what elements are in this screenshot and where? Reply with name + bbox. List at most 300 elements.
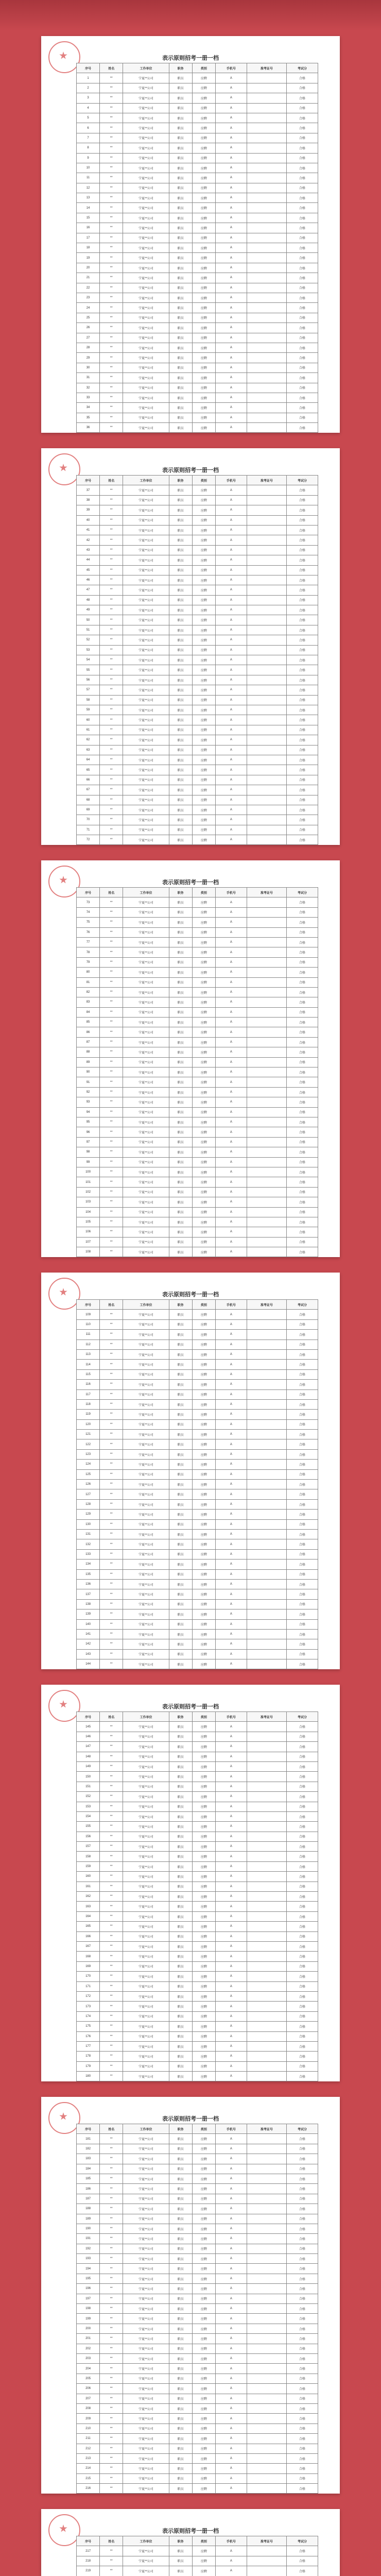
table-cell: 职员 [169, 2154, 192, 2164]
table-cell: 宁夏**公司 [123, 2224, 169, 2233]
table-cell: 职员 [169, 1489, 192, 1499]
table-row [77, 1761, 318, 1771]
table-row [77, 2134, 318, 2144]
table-cell: 合格 [286, 2254, 318, 2264]
table-cell: ** [100, 1389, 123, 1399]
table-row [77, 1187, 318, 1197]
background-band [0, 0, 381, 31]
table-cell: A [215, 233, 247, 243]
table-cell: 合格 [286, 575, 318, 585]
table-cell [247, 2184, 286, 2194]
table-cell [247, 1087, 286, 1097]
table-cell [247, 785, 286, 795]
table-cell: 宁夏**公司 [123, 1519, 169, 1529]
table-cell: 职员 [169, 1147, 192, 1157]
table-cell: 合格 [286, 2194, 318, 2204]
table-cell: ** [100, 1227, 123, 1237]
table-cell: 职员 [169, 1539, 192, 1549]
table-cell [247, 2072, 286, 2081]
table-cell: 合格 [286, 1811, 318, 1821]
table-cell: 应聘 [192, 2403, 215, 2413]
table-cell: ** [100, 1579, 123, 1589]
table-cell [247, 233, 286, 243]
table-row [77, 1922, 318, 1931]
table-cell: A [215, 515, 247, 525]
table-row [77, 2314, 318, 2324]
table-cell: A [215, 505, 247, 515]
table-cell [247, 1057, 286, 1067]
table-cell: 合格 [286, 173, 318, 183]
table-cell: 合格 [286, 1560, 318, 1569]
table-cell: A [215, 615, 247, 625]
table-cell [247, 947, 286, 957]
table-cell: 应聘 [192, 2154, 215, 2164]
table-cell: 合格 [286, 2022, 318, 2031]
table-row [77, 113, 318, 123]
table-cell: 应聘 [192, 1892, 215, 1902]
table-cell: A [215, 2052, 247, 2061]
table-cell: ** [100, 775, 123, 785]
table-cell: A [215, 595, 247, 605]
table-cell: A [215, 585, 247, 595]
table-row [77, 403, 318, 413]
table-cell: 职员 [169, 2274, 192, 2283]
table-cell: 应聘 [192, 2453, 215, 2463]
table-cell: 合格 [286, 423, 318, 433]
table-row [77, 957, 318, 967]
table-cell: 合格 [286, 1892, 318, 1902]
table-cell: 宁夏**公司 [123, 2164, 169, 2174]
table-cell: 197 [77, 2294, 100, 2303]
table-header-row [77, 1712, 318, 1722]
table-cell: 职员 [169, 1981, 192, 1991]
table-cell: 合格 [286, 1742, 318, 1752]
table-cell: 合格 [286, 223, 318, 233]
table-cell: 职员 [169, 1782, 192, 1791]
table-cell: 职员 [169, 93, 192, 103]
table-cell [247, 2484, 286, 2494]
table-cell: 宁夏**公司 [123, 2204, 169, 2214]
table-cell: A [215, 1832, 247, 1841]
table-cell: 76 [77, 927, 100, 937]
table-cell: 职员 [169, 1419, 192, 1429]
table-cell: A [215, 143, 247, 153]
table-cell: 合格 [286, 1941, 318, 1951]
column-header: 类别 [192, 476, 215, 485]
table-cell: 应聘 [192, 1609, 215, 1619]
table-cell: 合格 [286, 685, 318, 695]
table-cell [247, 997, 286, 1007]
table-row [77, 1349, 318, 1359]
table-cell [247, 1480, 286, 1489]
table-cell: ** [100, 163, 123, 173]
table-cell: 应聘 [192, 1549, 215, 1559]
column-header: 类别 [192, 1712, 215, 1722]
table-cell: 合格 [286, 545, 318, 555]
table-row [77, 1047, 318, 1057]
table-cell: 应聘 [192, 505, 215, 515]
table-cell: ** [100, 1861, 123, 1871]
table-cell: 合格 [286, 2224, 318, 2233]
table-cell: 合格 [286, 393, 318, 402]
table-cell: 应聘 [192, 2274, 215, 2283]
table-cell: 应聘 [192, 1761, 215, 1771]
table-cell: ** [100, 123, 123, 133]
table-cell: A [215, 937, 247, 947]
table-cell: 职员 [169, 1187, 192, 1197]
table-row [77, 2041, 318, 2051]
table-cell [247, 243, 286, 253]
table-cell: 应聘 [192, 413, 215, 422]
table-cell: ** [100, 2052, 123, 2061]
table-cell: A [215, 1792, 247, 1802]
table-cell: ** [100, 655, 123, 665]
table-cell: A [215, 927, 247, 937]
table-cell [247, 1399, 286, 1409]
table-cell: ** [100, 785, 123, 795]
table-cell: 合格 [286, 1207, 318, 1217]
table-cell: 合格 [286, 2154, 318, 2164]
table-cell: 职员 [169, 1811, 192, 1821]
table-cell [247, 1449, 286, 1459]
table-cell: 应聘 [192, 615, 215, 625]
table-cell: 200 [77, 2324, 100, 2333]
table-cell: ** [100, 2144, 123, 2154]
table-cell: 宁夏**公司 [123, 393, 169, 402]
table-cell: 合格 [286, 1107, 318, 1117]
table-cell [247, 403, 286, 413]
table-cell: 职员 [169, 1722, 192, 1732]
table-row [77, 1449, 318, 1459]
table-cell: A [215, 997, 247, 1007]
table-row [77, 1057, 318, 1067]
table-cell: 216 [77, 2484, 100, 2494]
table-cell: 宁夏**公司 [123, 957, 169, 967]
table-cell: A [215, 1499, 247, 1509]
column-header: 工作单位 [123, 476, 169, 485]
table-cell: 合格 [286, 795, 318, 805]
table-cell: ** [100, 1489, 123, 1499]
table-cell: 168 [77, 1952, 100, 1961]
table-cell: 应聘 [192, 1167, 215, 1177]
table-cell: 应聘 [192, 1330, 215, 1340]
table-cell: ** [100, 505, 123, 515]
table-cell: ** [100, 1369, 123, 1379]
table-cell: 198 [77, 2304, 100, 2314]
column-header: 准考证号 [247, 63, 286, 73]
table-cell: 宁夏**公司 [123, 2254, 169, 2264]
column-header: 准考证号 [247, 1712, 286, 1722]
table-cell: A [215, 765, 247, 775]
table-cell: A [215, 203, 247, 213]
table-cell: 应聘 [192, 423, 215, 433]
column-header: 考试分 [286, 2124, 318, 2134]
table-cell: 宁夏**公司 [123, 2556, 169, 2566]
column-header: 序号 [77, 1300, 100, 1310]
table-cell: 合格 [286, 695, 318, 705]
table-cell: ** [100, 293, 123, 302]
table-cell [247, 1742, 286, 1752]
table-cell: 27 [77, 333, 100, 343]
table-cell [247, 2334, 286, 2344]
table-cell: 应聘 [192, 1217, 215, 1227]
table-row [77, 203, 318, 213]
column-header: 类别 [192, 2124, 215, 2134]
table-cell [247, 1811, 286, 1821]
table-cell: 宁夏**公司 [123, 675, 169, 685]
table-cell: ** [100, 393, 123, 402]
table-cell: 应聘 [192, 1460, 215, 1469]
table-cell [247, 1972, 286, 1981]
table-cell: 宁夏**公司 [123, 515, 169, 525]
table-cell: A [215, 2384, 247, 2394]
table-cell: 应聘 [192, 695, 215, 705]
table-cell: 应聘 [192, 1077, 215, 1087]
table-cell [247, 423, 286, 433]
table-cell: 92 [77, 1087, 100, 1097]
table-cell [247, 1832, 286, 1841]
table-cell: A [215, 113, 247, 123]
table-cell [247, 1872, 286, 1882]
table-cell: 宁夏**公司 [123, 535, 169, 545]
table-cell: 宁夏**公司 [123, 1430, 169, 1439]
table-cell: A [215, 1137, 247, 1147]
page-title: 表示原则招考一册一档 [162, 2116, 219, 2122]
table-row [77, 413, 318, 422]
table-cell: 合格 [286, 193, 318, 203]
table-cell: 职员 [169, 1952, 192, 1961]
table-cell: 宁夏**公司 [123, 73, 169, 83]
table-cell: 应聘 [192, 2174, 215, 2183]
table-cell: A [215, 2364, 247, 2374]
table-row [77, 1389, 318, 1399]
table-cell: ** [100, 2344, 123, 2353]
table-cell: ** [100, 1319, 123, 1329]
column-header: 手机号 [215, 1712, 247, 1722]
table-row [77, 163, 318, 173]
table-cell: 44 [77, 555, 100, 565]
table-cell: A [215, 2304, 247, 2314]
table-cell: 职员 [169, 1659, 192, 1669]
table-cell: 应聘 [192, 675, 215, 685]
table-cell: 职员 [169, 153, 192, 163]
table-cell: 应聘 [192, 223, 215, 233]
table-row [77, 2002, 318, 2011]
table-cell [247, 1922, 286, 1931]
table-cell: ** [100, 2031, 123, 2041]
table-cell: 40 [77, 515, 100, 525]
table-row [77, 485, 318, 495]
table-cell: 宁夏**公司 [123, 968, 169, 977]
table-cell: A [215, 1107, 247, 1117]
column-header: 职务 [169, 1300, 192, 1310]
table-cell: A [215, 83, 247, 93]
table-cell: A [215, 835, 247, 845]
table-cell: 应聘 [192, 273, 215, 283]
table-cell [247, 2434, 286, 2444]
table-cell: 208 [77, 2403, 100, 2413]
table-cell: A [215, 1310, 247, 1319]
table-cell [247, 1460, 286, 1469]
table-cell: 应聘 [192, 918, 215, 927]
table-cell: A [215, 1782, 247, 1791]
table-cell: ** [100, 263, 123, 273]
table-cell: 宁夏**公司 [123, 805, 169, 815]
table-cell: ** [100, 1822, 123, 1832]
table-cell: A [215, 715, 247, 725]
table-cell: ** [100, 73, 123, 83]
table-cell: 宁夏**公司 [123, 363, 169, 372]
table-row [77, 977, 318, 987]
table-cell: 宁夏**公司 [123, 1782, 169, 1791]
table-cell: 职员 [169, 323, 192, 333]
table-row [77, 555, 318, 565]
table-row [77, 193, 318, 203]
table-row [77, 123, 318, 133]
table-cell: 144 [77, 1659, 100, 1669]
table-cell: 合格 [286, 253, 318, 263]
table-row [77, 2414, 318, 2424]
table-cell: ** [100, 987, 123, 997]
table-row [77, 545, 318, 555]
table-cell: 141 [77, 1629, 100, 1639]
table-cell [247, 2344, 286, 2353]
table-cell: A [215, 2566, 247, 2576]
table-cell [247, 1177, 286, 1187]
table-cell: A [215, 1742, 247, 1752]
table-cell: ** [100, 615, 123, 625]
table-cell: A [215, 897, 247, 907]
table-cell: 职员 [169, 1972, 192, 1981]
table-cell: A [215, 303, 247, 313]
table-cell: 职员 [169, 1127, 192, 1137]
table-cell [247, 897, 286, 907]
table-cell: 95 [77, 1117, 100, 1127]
table-cell: 合格 [286, 765, 318, 775]
table-cell: 宁夏**公司 [123, 2394, 169, 2403]
table-cell: 职员 [169, 363, 192, 372]
table-cell: 职员 [169, 163, 192, 173]
table-cell [247, 263, 286, 273]
table-cell: 职员 [169, 113, 192, 123]
table-cell: 合格 [286, 363, 318, 372]
table-cell: 应聘 [192, 2234, 215, 2244]
table-cell: 宁夏**公司 [123, 555, 169, 565]
table-cell: 宁夏**公司 [123, 1157, 169, 1167]
column-header: 姓名 [100, 2536, 123, 2546]
table-cell: 职员 [169, 2334, 192, 2344]
table-cell: 合格 [286, 333, 318, 343]
table-cell: 应聘 [192, 1360, 215, 1369]
table-cell: 宁夏**公司 [123, 143, 169, 153]
table-cell: 合格 [286, 1872, 318, 1882]
table-cell: 宁夏**公司 [123, 2403, 169, 2413]
table-cell [247, 1340, 286, 1349]
table-cell: 职员 [169, 2444, 192, 2453]
table-cell [247, 565, 286, 575]
table-cell: 131 [77, 1529, 100, 1539]
table-cell: 应聘 [192, 835, 215, 845]
table-cell: ** [100, 313, 123, 323]
table-cell: A [215, 173, 247, 183]
table-cell [247, 113, 286, 123]
table-cell: ** [100, 2484, 123, 2494]
table-cell: 合格 [286, 1177, 318, 1187]
table-cell: 宁夏**公司 [123, 243, 169, 253]
table-cell: 合格 [286, 585, 318, 595]
table-cell [247, 1911, 286, 1921]
document-page [41, 860, 340, 1257]
table-cell: 应聘 [192, 2244, 215, 2253]
table-cell: 应聘 [192, 665, 215, 675]
table-cell: 应聘 [192, 1410, 215, 1419]
table-cell: 162 [77, 1892, 100, 1902]
table-cell: ** [100, 2011, 123, 2021]
table-cell [247, 1349, 286, 1359]
table-cell: A [215, 2254, 247, 2264]
table-cell: 宁夏**公司 [123, 525, 169, 535]
table-row [77, 1902, 318, 1911]
table-cell: 合格 [286, 947, 318, 957]
page-title: 表示原则招考一册一档 [162, 467, 219, 473]
table-cell: ** [100, 1832, 123, 1841]
table-cell: 应聘 [192, 2164, 215, 2174]
table-cell: 职员 [169, 2234, 192, 2244]
table-row [77, 907, 318, 917]
table-cell: 合格 [286, 2344, 318, 2353]
table-cell: ** [100, 1961, 123, 1971]
table-row [77, 705, 318, 715]
table-cell [247, 2052, 286, 2061]
table-cell: 宁夏**公司 [123, 645, 169, 655]
table-cell: 宁夏**公司 [123, 1047, 169, 1057]
table-cell: 合格 [286, 1197, 318, 1207]
table-row [77, 1319, 318, 1329]
table-cell [247, 2414, 286, 2424]
table-row [77, 1340, 318, 1349]
table-cell: 合格 [286, 2374, 318, 2383]
table-cell [247, 1319, 286, 1329]
table-cell: A [215, 1037, 247, 1047]
table-cell: 职员 [169, 1237, 192, 1247]
table-cell: 职员 [169, 1519, 192, 1529]
table-row [77, 1529, 318, 1539]
table-cell [247, 555, 286, 565]
table-cell: A [215, 2334, 247, 2344]
table-cell: A [215, 2403, 247, 2413]
table-cell: 应聘 [192, 2144, 215, 2154]
table-cell [247, 2174, 286, 2183]
table-cell: 138 [77, 1599, 100, 1609]
column-header: 考试分 [286, 1712, 318, 1722]
table-cell: 69 [77, 805, 100, 815]
table-cell: 合格 [286, 1237, 318, 1247]
table-cell: A [215, 2264, 247, 2274]
table-cell: ** [100, 1539, 123, 1549]
table-cell: ** [100, 2061, 123, 2071]
table-cell: 职员 [169, 1389, 192, 1399]
table-cell: 应聘 [192, 825, 215, 835]
table-row [77, 133, 318, 143]
column-header: 序号 [77, 888, 100, 897]
column-header: 职务 [169, 2124, 192, 2134]
column-header: 工作单位 [123, 1712, 169, 1722]
table-cell: 合格 [286, 1752, 318, 1761]
table-cell: 应聘 [192, 343, 215, 352]
table-cell: 职员 [169, 2403, 192, 2413]
table-cell: 宁夏**公司 [123, 1659, 169, 1669]
table-cell: 32 [77, 383, 100, 393]
